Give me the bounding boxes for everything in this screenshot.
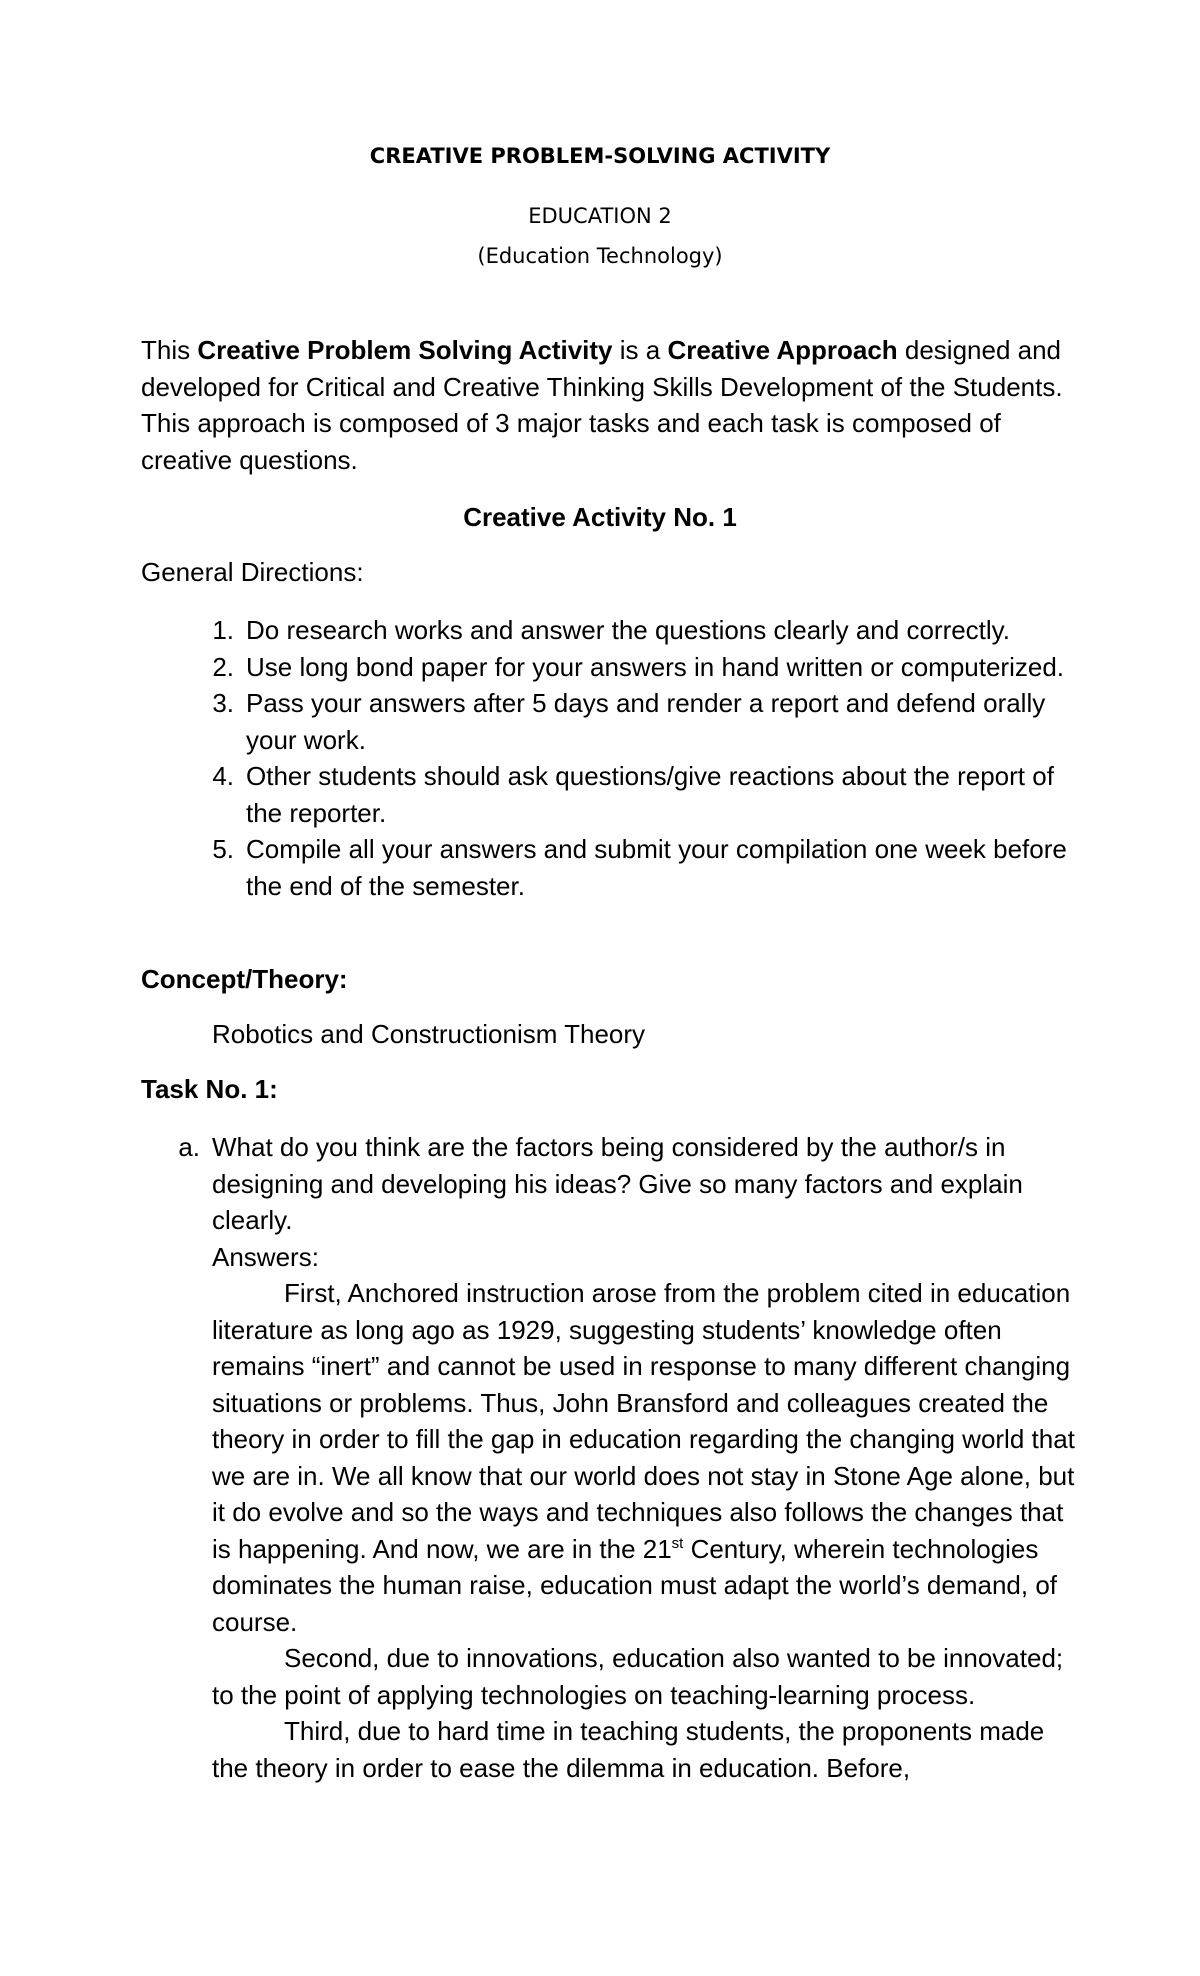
subject-subtitle: (Education Technology) — [477, 244, 723, 268]
intro-bold-1: Creative Problem Solving Activity — [197, 335, 613, 365]
answer-paragraph-1-text: First, Anchored instruction arose from the problem cited in education literature as long ago as 1929, suggesting students’ knowledge often remains “inert” and cannot be used in response to many different changing situations or problems. Thus, John Bransford and colleagues created the theory in order to fill the gap in education regarding the changing world that we are in. We all know that our world does not stay in Stone Age alone, but it do evolve and so the ways and techniques also follows the changes that is happening. And now, we are in the 21 — [212, 1278, 1075, 1564]
direction-item — [141, 831, 1081, 904]
direction-number: 1. — [212, 615, 234, 645]
question-row — [141, 1129, 1081, 1239]
intro-paragraph — [141, 332, 1081, 478]
intro-bold-2: Creative Approach — [667, 335, 898, 365]
answers-label: Answers: — [212, 1241, 319, 1272]
direction-text: Do research works and answer the questions clearly and correctly. — [246, 615, 1010, 645]
task-question-block — [141, 1129, 1081, 1786]
intro-text-2: is a — [612, 335, 668, 365]
direction-number: 5. — [212, 834, 234, 864]
directions-list — [141, 612, 1081, 904]
answers-section — [212, 1239, 1081, 1787]
intro-text-1: This — [141, 335, 198, 365]
activity-heading: Creative Activity No. 1 — [463, 502, 737, 532]
direction-number: 3. — [212, 688, 234, 718]
answer-paragraph-3: Third, due to hard time in teaching students, the proponents made the theory in order to ease the dilemma in education. Before, — [212, 1716, 1045, 1783]
document-title: CREATIVE PROBLEM-SOLVING ACTIVITY — [369, 144, 831, 168]
direction-number: 4. — [212, 761, 234, 791]
subject-name: EDUCATION 2 — [528, 204, 672, 228]
direction-text: Use long bond paper for your answers in hand written or computerized. — [246, 651, 1064, 682]
concept-text: Robotics and Constructionism Theory — [212, 1019, 646, 1049]
concept-label: Concept/Theory: — [141, 964, 348, 994]
direction-item — [141, 685, 1081, 758]
directions-label: General Directions: — [141, 557, 364, 587]
direction-text: Pass your answers after 5 days and render a report and defend orally your work. — [246, 688, 1046, 755]
direction-item — [141, 649, 1081, 686]
direction-item — [141, 612, 1081, 649]
direction-item — [141, 758, 1081, 831]
answer-paragraph-2: Second, due to innovations, education also wanted to be innovated; to the point of applying technologies on teaching-learning process. — [212, 1643, 1064, 1710]
direction-text: Other students should ask questions/give reactions about the report of the reporter. — [246, 761, 1054, 828]
question-text: What do you think are the factors being considered by the author/s in designing and developing his ideas? Give so many factors and explain clearly. — [212, 1132, 1023, 1235]
question-letter: a. — [178, 1132, 200, 1162]
answer-paragraph-1-rest: Century, wherein technologies dominates the human raise, education must adapt the world’s demand, of course. — [212, 1533, 1058, 1637]
intro-text-3: designed and developed for Critical and Creative Thinking Skills Development of the Students. This approach is composed of 3 major tasks and each task is composed of creative questions. — [141, 335, 1063, 475]
direction-number: 2. — [212, 651, 234, 682]
ordinal-superscript: st — [671, 1534, 684, 1552]
direction-text: Compile all your answers and submit your compilation one week before the end of the semester. — [246, 834, 1067, 901]
task-label: Task No. 1: — [141, 1074, 278, 1104]
answer-paragraph-1 — [212, 1275, 1081, 1640]
